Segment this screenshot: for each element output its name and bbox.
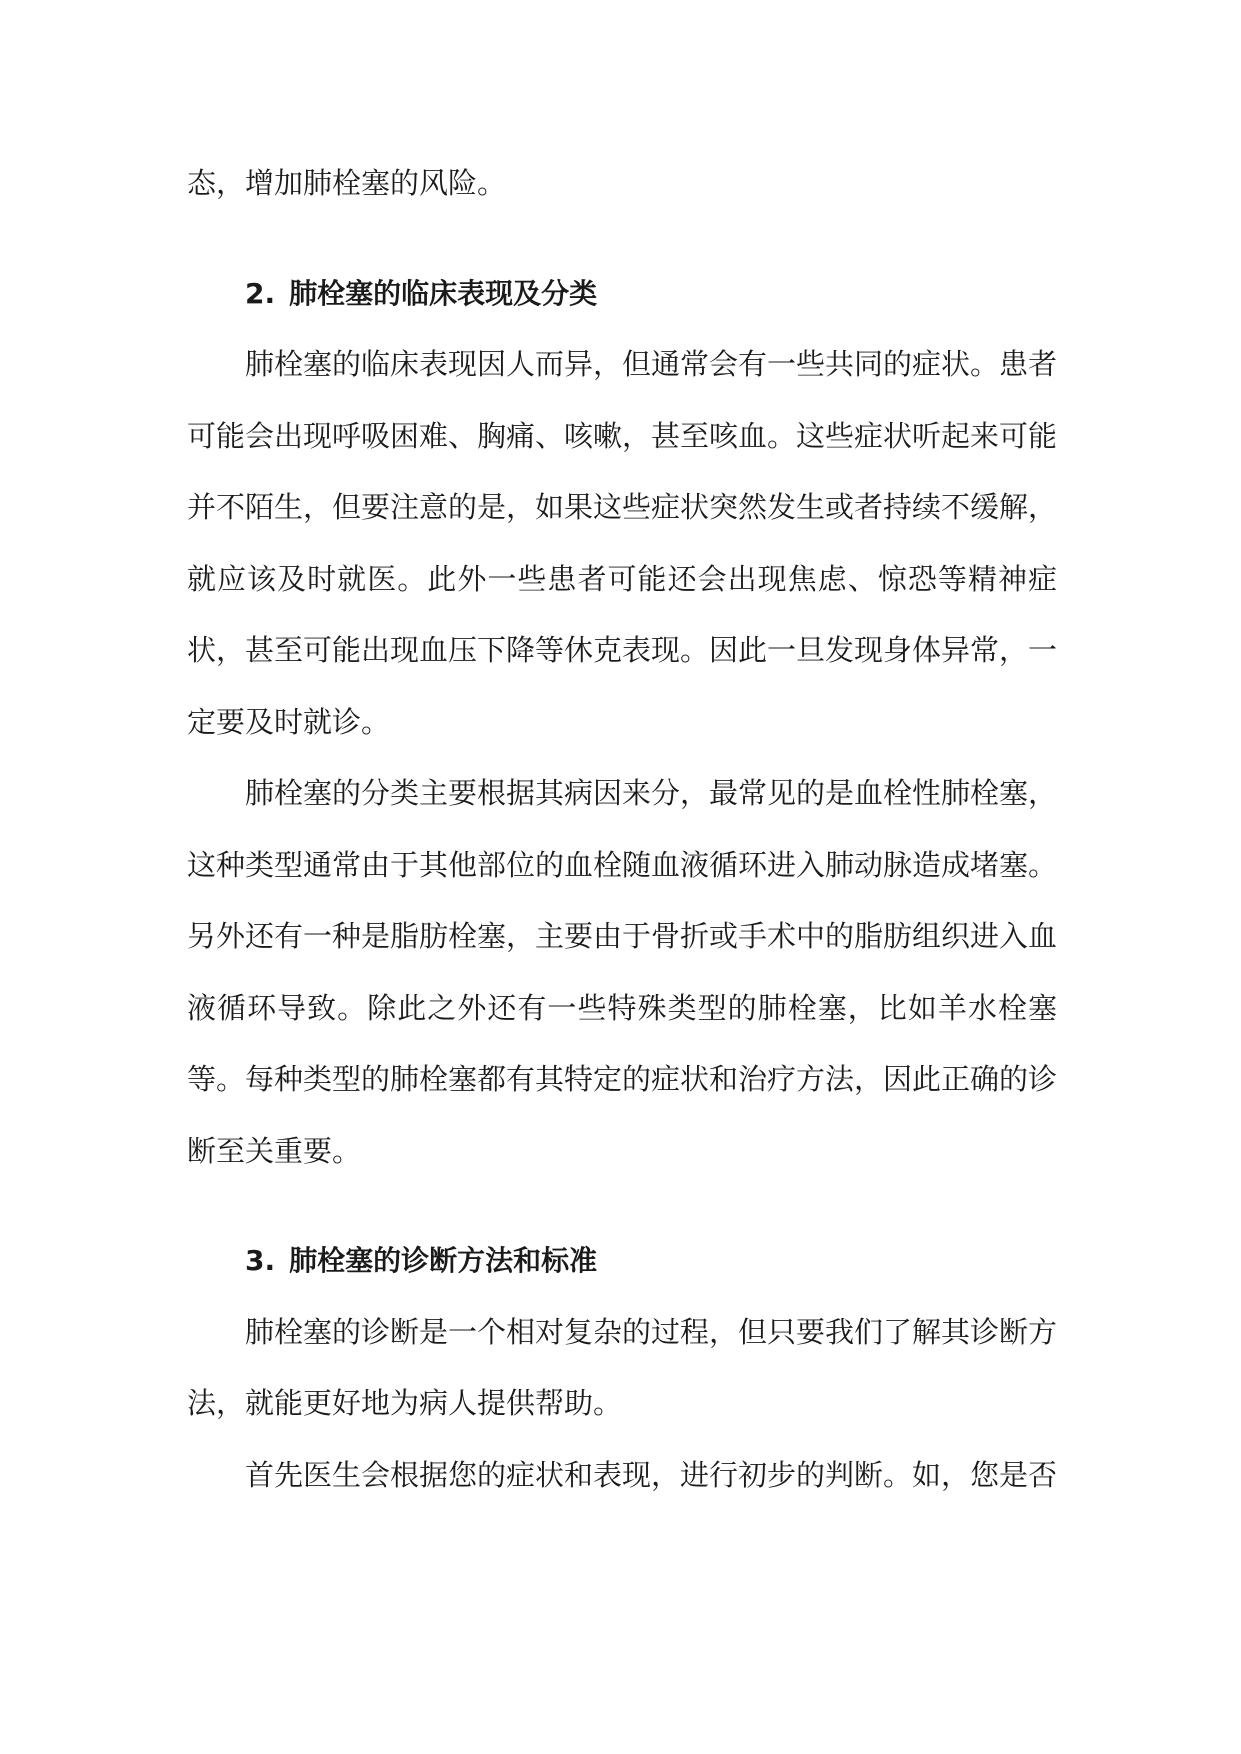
document-body xyxy=(187,148,1057,1511)
section-3-title: 肺栓塞的诊断方法和标准 xyxy=(289,1244,598,1277)
section-3-paragraph-2: 首先医生会根据您的症状和表现，进行初步的判断。如，您是否 xyxy=(245,1457,1058,1492)
section-2-heading xyxy=(187,258,1057,330)
section-3-paragraph-1: 肺栓塞的诊断是一个相对复杂的过程，但只要我们了解其诊断方法，就能更好地为病人提供帮助。 xyxy=(187,1314,1058,1420)
section-2-paragraph-1: 肺栓塞的临床表现因人而异，但通常会有一些共同的症状。患者可能会出现呼吸困难、胸痛、咳嗽，甚至咳血。这些症状听起来可能并不陌生，但要注意的是，如果这些症状突然发生或者持续不缓解，就应该及时就医。此外一些患者可能还会出现焦虑、惊恐等精神症状，甚至可能出现血压下降等休克表现。因此一旦发现身体异常，一定要及时就诊。 xyxy=(187,347,1058,739)
section-gap xyxy=(187,220,1057,258)
continuation-paragraph: 态，增加肺栓塞的风险。 xyxy=(187,166,507,200)
section-2-number: 2. xyxy=(245,276,276,310)
section-2-paragraph-2: 肺栓塞的分类主要根据其病因来分，最常见的是血栓性肺栓塞，这种类型通常由于其他部位的血栓随血液循环进入肺动脉造成堵塞。另外还有一种是脂肪栓塞，主要由于骨折或手术中的脂肪组织进入血液循环导致。除此之外还有一些特殊类型的肺栓塞，比如羊水栓塞等。每种类型的肺栓塞都有其特定的症状和治疗方法，因此正确的诊断至关重要。 xyxy=(187,776,1058,1168)
section-3-number: 3. xyxy=(245,1244,276,1277)
section-3-heading xyxy=(187,1225,1057,1297)
section-gap xyxy=(187,1187,1057,1225)
section-2-title: 肺栓塞的临床表现及分类 xyxy=(289,276,598,310)
